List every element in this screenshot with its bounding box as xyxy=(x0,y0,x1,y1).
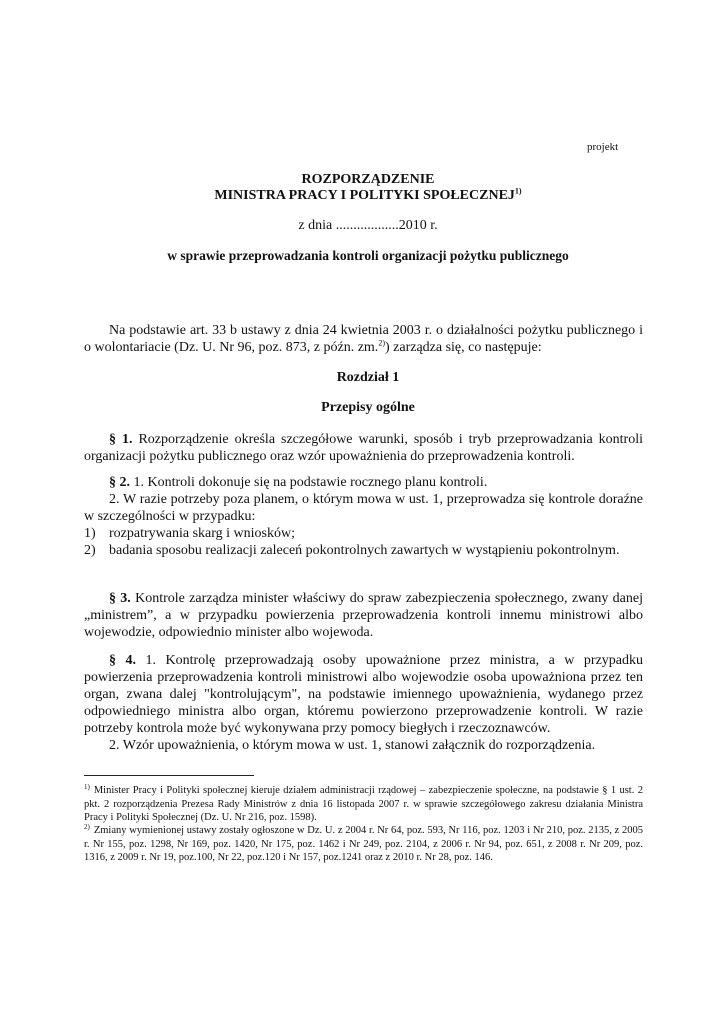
footnote-ref-1[interactable]: 1) xyxy=(514,186,522,196)
document-subject: w sprawie przeprowadzania kontroli organizacji pożytku publicznego xyxy=(167,248,569,263)
section-4 xyxy=(84,652,643,737)
footnote-1-text: Minister Pracy i Polityki społecznej kieruje działem administracji rządowej – zabezpieczenie społeczne, na podstawie § 1 ust. 2 pkt. 2 rozporządzenia Prezesa Rady Ministrów z dnia 16 listopada 2007 r. w sprawie szczegółowego zakresu działania Ministra Pracy i Polityki Społecznej (Dz. U. Nr 216, poz. 1598). xyxy=(84,785,643,823)
footnote-2-mark: 2) xyxy=(84,822,90,831)
section-1 xyxy=(84,431,643,465)
list-item-number: 1) xyxy=(84,526,96,541)
date-line: z dnia ..................2010 r. xyxy=(298,218,438,233)
section-2 xyxy=(84,474,643,491)
section-2-ust-1: 1. Kontroli dokonuje się na podstawie rocznego planu kontroli. xyxy=(130,475,488,490)
section-4-label: § 4. xyxy=(109,653,136,668)
footnote-2 xyxy=(84,824,643,865)
legal-basis-text-end: ) zarządza się, co następuje: xyxy=(384,340,542,355)
chapter-number: Rozdział 1 xyxy=(336,370,400,385)
document-title: ROZPORZĄDZENIE xyxy=(301,172,435,187)
list-item-text: rozpatrywania skarg i wniosków; xyxy=(109,526,295,541)
issuing-authority xyxy=(80,188,656,204)
section-4-ust-1: 1. Kontrolę przeprowadzają osoby upoważnione przez ministra, a w przypadku powierzenia przeprowadzenia kontroli ministrowi albo wojewodzie osoba upoważniona przez ten organ, zwana dalej "kontrolującym", na podstawie imiennego upoważnienia, wydanego przez odpowiedniego ministra albo organ, któremu powierzono przeprowadzenie kontroli. W razie potrzeby kontrola może być wykonywana przy pomocy biegłych i rzeczoznawców. xyxy=(84,653,643,736)
section-2-ust-2: 2. W razie potrzeby poza planem, o którym mowa w ust. 1, przeprowadza się kontrole doraźne w szczególności w przypadku: xyxy=(84,492,643,524)
footnote-1-mark: 1) xyxy=(84,782,90,791)
footnote-2-text: Zmiany wymienionej ustawy zostały ogłoszone w Dz. U. z 2004 r. Nr 64, poz. 593, Nr 116, poz. 1203 i Nr 210, poz. 2135, z 2005 r. Nr 155, poz. 1298, Nr 169, poz. 1420, Nr 175, poz. 1462 i Nr 249, poz. 2104, z 2006 r. Nr 94, poz. 651, z 2008 r. Nr 209, poz. 1316, z 2009 r. Nr 19, poz.100, Nr 22, poz.120 i Nr 157, poz.1241 oraz z 2010 r. Nr 28, poz. 146. xyxy=(84,825,643,863)
chapter-title: Przepisy ogólne xyxy=(321,400,415,415)
section-3-text: Kontrole zarządza minister właściwy do spraw zabezpieczenia społecznego, zwany danej „ministrem”, a w przypadku powierzenia przeprowadzenia kontroli innemu ministrowi albo wojewodzie, odpowiednio minister albo wojewoda. xyxy=(84,591,643,640)
legal-basis-paragraph xyxy=(84,322,643,356)
section-3 xyxy=(84,590,643,641)
section-1-text: Rozporządzenie określa szczegółowe warunki, sposób i tryb przeprowadzania kontroli organizacji pożytku publicznego oraz wzór upoważnienia do przeprowadzenia kontroli. xyxy=(84,432,644,464)
legal-basis-text: Na podstawie art. 33 b ustawy z dnia 24 kwietnia 2003 r. o działalności pożytku publicznego i o wolontariacie (Dz. U. Nr 96, poz. 873, z późn. zm. xyxy=(84,323,643,355)
footnote-1 xyxy=(84,784,643,825)
section-1-label: § 1. xyxy=(109,432,133,447)
footnote-ref-2[interactable]: 2) xyxy=(378,338,385,348)
issuing-authority-text: MINISTRA PRACY I POLITYKI SPOŁECZNEJ xyxy=(214,188,515,203)
footnote-separator xyxy=(84,775,254,776)
list-item-number: 2) xyxy=(84,543,96,558)
section-2-label: § 2. xyxy=(109,475,130,490)
section-3-label: § 3. xyxy=(109,591,131,606)
list-item-text: badania sposobu realizacji zaleceń pokontrolnych zawartych w wystąpieniu pokontrolnym. xyxy=(109,543,620,558)
section-4-ust-2: 2. Wzór upoważnienia, o którym mowa w ust. 1, stanowi załącznik do rozporządzenia. xyxy=(109,738,596,753)
draft-label: projekt xyxy=(587,141,619,153)
